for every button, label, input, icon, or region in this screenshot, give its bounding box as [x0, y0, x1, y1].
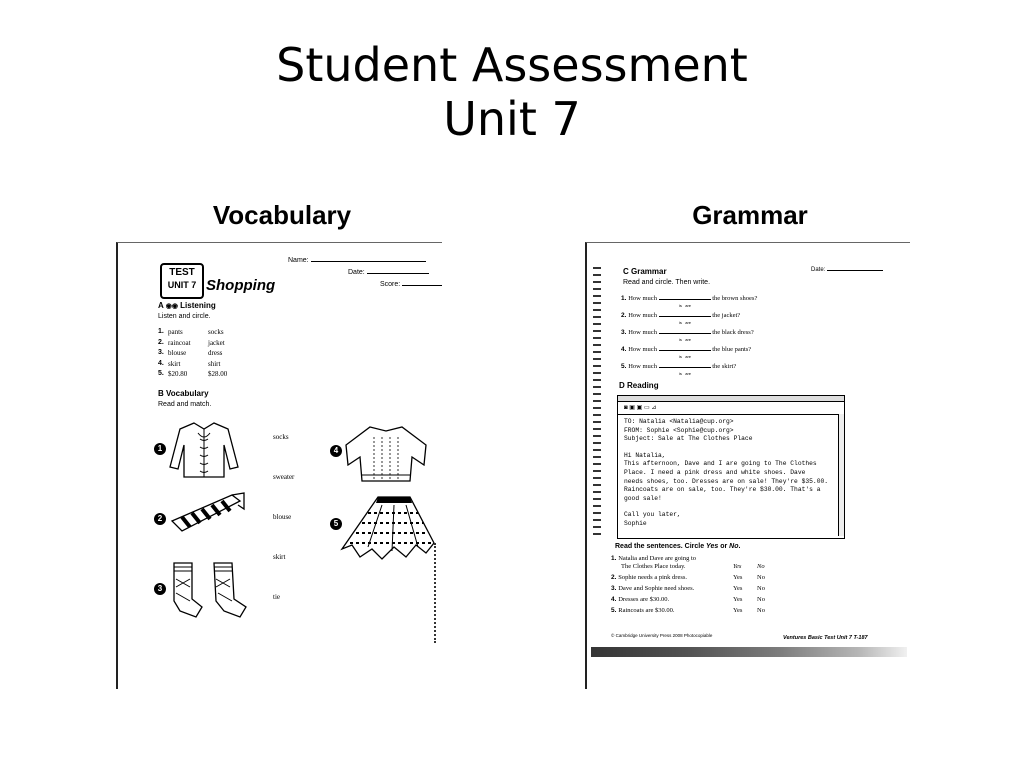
name-line	[311, 261, 426, 262]
question-end: the brown shoes?	[710, 295, 758, 302]
sweater-picture	[340, 423, 432, 485]
statement-number: 1.	[611, 555, 619, 562]
grammar-question	[621, 312, 740, 319]
grammar-worksheet-scan	[585, 242, 910, 689]
question-end: the black dress?	[710, 329, 754, 336]
listening-item-number: 3.	[158, 349, 164, 356]
is-are-options: is are	[679, 337, 692, 342]
answer-blank	[659, 299, 711, 300]
statement-text: Natalia and Dave are going to	[618, 555, 697, 562]
match-word-sweater: sweater	[273, 473, 295, 481]
vocabulary-heading: Vocabulary	[212, 200, 352, 230]
question-number: 4.	[621, 346, 629, 353]
listening-option-b: jacket	[208, 338, 225, 347]
listening-option-b: dress	[208, 349, 223, 357]
email-line: needs shoes, too. Dresses are on sale! They're $35.00.	[624, 477, 829, 485]
test-unit-badge	[160, 263, 204, 299]
email-to: TO: Natalia <Natalia@cup.org>	[624, 418, 734, 425]
listening-item	[158, 369, 227, 380]
date-line	[367, 273, 429, 274]
is-are-options: is are	[679, 371, 692, 376]
listening-item	[158, 359, 227, 370]
listening-option-a: $20.80	[168, 370, 188, 378]
email-line: Raincoats are on sale, too. They're $30.00. That's a	[624, 486, 821, 494]
section-c-letter: C	[623, 267, 629, 276]
date-label: Date:	[348, 269, 365, 276]
binding-edge	[593, 267, 601, 537]
statement-text: Raincoats are $30.00.	[618, 607, 675, 614]
statement-text: Sophie needs a pink dress.	[618, 574, 688, 581]
question-number: 2.	[621, 312, 629, 319]
listening-option-b: shirt	[208, 359, 221, 368]
email-line: good sale!	[624, 494, 662, 502]
listening-option-b: $28.00	[208, 370, 228, 378]
email-message	[624, 460, 828, 503]
listening-item	[158, 327, 227, 338]
is-are-options: is are	[679, 303, 692, 308]
email-body	[624, 418, 828, 529]
email-greeting: Hi Natalia,	[624, 451, 666, 459]
answer-blank	[659, 367, 711, 368]
section-b-title: Vocabulary	[166, 389, 209, 398]
listening-option-a: skirt	[168, 359, 181, 368]
read-instruction: Read the sentences. Circle Yes or No.	[615, 543, 741, 550]
statement-text-cont: The Clothes Place today.	[621, 563, 686, 570]
listening-item	[158, 348, 227, 359]
yes-option: Yes	[733, 574, 743, 581]
score-line	[402, 285, 442, 286]
answer-blank	[659, 333, 711, 334]
copyright-footer: © Cambridge University Press 2008 Photocopiable	[611, 633, 713, 638]
reading-statement	[611, 585, 694, 593]
reading-statement	[611, 607, 675, 615]
picture-number-1: 1	[154, 443, 166, 455]
no-option: No	[757, 574, 765, 581]
no-option: No	[757, 563, 765, 570]
page-footer: Ventures Basic Test Unit 7 T-187	[783, 635, 868, 641]
section-a-instruction: Listen and circle.	[158, 313, 211, 320]
listening-option-a: pants	[168, 328, 183, 336]
reply-icon: ◙	[624, 405, 628, 411]
statement-number: 4.	[611, 596, 619, 603]
listening-item-number: 4.	[158, 359, 164, 367]
statement-text: Dave and Sophie need shoes.	[618, 585, 695, 592]
is-are-options: is are	[679, 354, 692, 359]
grammar-question	[621, 295, 757, 302]
section-d-letter: D	[619, 381, 625, 390]
slide-title	[0, 38, 1024, 146]
listening-item	[158, 338, 227, 349]
name-label: Name:	[288, 257, 309, 264]
email-line: This afternoon, Dave and I are going to The Clothes	[624, 460, 817, 468]
email-line: Place. I need a pink dress and white shoes. Dave	[624, 468, 806, 476]
vocabulary-worksheet-scan	[116, 242, 442, 689]
section-b-instruction: Read and match.	[158, 401, 212, 408]
match-word-socks: socks	[273, 433, 289, 441]
grammar-date-line	[827, 270, 883, 271]
listening-option-a: blouse	[168, 349, 187, 357]
slide-title-line1: Student Assessment	[276, 38, 748, 92]
section-d-title: Reading	[627, 381, 659, 390]
question-text: How much	[628, 295, 659, 302]
socks-picture	[166, 561, 256, 619]
tie-picture	[168, 491, 248, 535]
question-number: 1.	[621, 295, 629, 302]
question-number: 3.	[621, 329, 629, 336]
grammar-date-label: Date:	[811, 267, 826, 273]
scan-smudge	[591, 647, 907, 657]
question-end: the jacket?	[710, 312, 741, 319]
question-text: How much	[628, 312, 659, 319]
statement-number: 2.	[611, 574, 619, 581]
match-word-skirt: skirt	[273, 553, 286, 561]
match-word-blouse: blouse	[273, 513, 292, 521]
match-word-tie: tie	[273, 593, 280, 601]
email-signature: Sophie	[624, 519, 647, 527]
skirt-picture	[338, 493, 438, 563]
reply-all-icon: ▣	[636, 405, 643, 411]
email-from: FROM: Sophie <Sophie@cup.org>	[624, 426, 734, 434]
email-subject: Subject: Sale at The Clothes Place	[624, 435, 753, 443]
picture-number-4: 4	[330, 445, 342, 457]
question-text: How much	[628, 346, 659, 353]
yes-option: Yes	[733, 596, 743, 603]
badge-test-text: TEST	[169, 267, 195, 278]
grammar-heading: Grammar	[692, 200, 808, 230]
yes-option: Yes	[733, 607, 743, 614]
email-window	[617, 395, 845, 539]
blouse-picture	[168, 419, 240, 481]
grammar-question	[621, 363, 736, 370]
picture-number-5: 5	[330, 518, 342, 530]
is-are-options: is are	[679, 320, 692, 325]
picture-number-2: 2	[154, 513, 166, 525]
email-closing: Call you later,	[624, 511, 681, 519]
no-option: No	[757, 596, 765, 603]
reading-statement	[611, 596, 669, 604]
unit-title: Shopping	[206, 277, 276, 294]
statement-text: Dresses are $30.00.	[618, 596, 670, 603]
statement-number: 5.	[611, 607, 619, 614]
grammar-question	[621, 329, 754, 336]
section-c-instruction: Read and circle. Then write.	[623, 279, 711, 286]
listening-item-number: 1.	[158, 328, 164, 335]
section-a-letter: A	[158, 301, 164, 310]
listening-option-a: raincoat	[168, 338, 191, 347]
listening-option-b: socks	[208, 328, 224, 336]
no-option: No	[757, 607, 765, 614]
reading-statement	[611, 574, 687, 582]
section-a-title: Listening	[180, 301, 216, 310]
send-icon: ⊿	[651, 405, 657, 411]
grammar-question	[621, 346, 751, 353]
no-option: No	[757, 585, 765, 592]
section-c-title: Grammar	[631, 267, 667, 276]
yes-option: Yes	[733, 563, 742, 570]
email-toolbar	[618, 402, 844, 415]
statement-number: 3.	[611, 585, 619, 592]
question-end: the skirt?	[710, 363, 737, 370]
score-label: Score:	[380, 281, 401, 288]
listening-list	[158, 327, 227, 380]
yes-option: Yes	[733, 585, 743, 592]
slide-title-line2: Unit 7	[443, 92, 581, 146]
question-end: the blue pants?	[710, 346, 752, 353]
answer-blank	[659, 316, 711, 317]
forward-icon: ▭	[643, 405, 650, 411]
scan-edge-dots	[434, 543, 436, 643]
question-number: 5.	[621, 363, 629, 370]
question-text: How much	[628, 329, 659, 336]
email-scrollbar	[838, 414, 844, 536]
picture-number-3: 3	[154, 583, 166, 595]
question-text: How much	[628, 363, 659, 370]
reading-statement	[611, 555, 696, 563]
headphones-icon: ◉◉	[165, 303, 178, 310]
listening-item-number: 5.	[158, 370, 164, 377]
print-icon: ▣	[629, 405, 635, 411]
listening-item-number: 2.	[158, 338, 164, 346]
answer-blank	[659, 350, 711, 351]
badge-unit-text: UNIT 7	[167, 280, 197, 290]
section-b-letter: B	[158, 389, 164, 398]
